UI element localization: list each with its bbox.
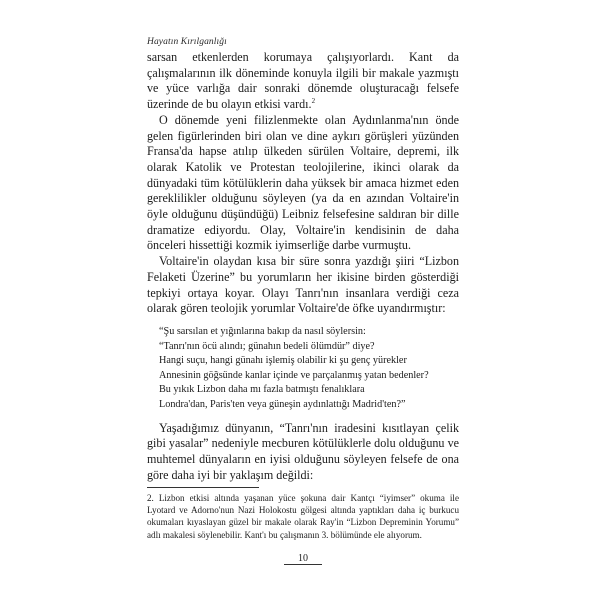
- paragraph-1: [147, 50, 459, 113]
- page-number: 10: [298, 553, 308, 564]
- book-page: [147, 0, 459, 600]
- poem-line: “Tanrı'nın öcü alındı; günahın bedeli ölümdür” diye?: [159, 340, 375, 352]
- poem-line: Hangi suçu, hangi günahı işlemiş olabilir ki şu genç yürekler: [159, 355, 407, 367]
- footnote-reference: 2: [311, 97, 316, 106]
- poem-line: Bu yıkık Lizbon daha mı fazla batmıştı fenalıklara: [159, 384, 365, 396]
- body-text: [147, 50, 459, 483]
- paragraph-2: O dönemde yeni filizlenmekte olan Aydınlanma'nın önde gelen figürlerinden biri olan ve dine aykırı görüşleri yüzünden Fransa'da hapse atılıp ülkeden sürülen Voltaire, depremi, ilk olarak Katolik ve Protestan teolojilerine, ikinci olarak da dünyadaki tüm kötülüklerin daha yüksek bir amaca hizmet eden gereklilikler olduğunu söyleyen (ya da en azından Voltaire'in öyle olduğunu düşündüğü) Leibniz felsefesine saldıran bir dille dramatize ediyordu. Olay, Voltaire'in kendisinin de daha önceleri hissettiği kozmik iyimserliğe darbe vurmuştu.: [147, 112, 459, 253]
- paragraph-1-text: sarsan etkenlerden korumaya çalışıyorlardı. Kant da çalışmalarının ilk döneminde konuyla ilgili bir makale yazmıştı ve yüce varlığa dair sonraki dönemde oluşturacağı felsefe üzerinde de bu olayın etkisi vardı.: [147, 50, 459, 112]
- running-title: Hayatın Kırılganlığı: [147, 37, 227, 47]
- footnote: 2. Lizbon etkisi altında yaşanan yüce şokuna dair Kantçı “iyimser” okuma ile Lyotard ve Adorno'nun Nazi Holokostu gölgesi altında yaptıkları daha iç burkucu okumaları kıyaslayan güzel bir makale olarak Ray'in “Lizbon Depreminin Yorumu” adlı makalesi söylenebilir. Kant'ı bu çalışmanın 3. bölümünde ele alıyorum.: [147, 493, 459, 540]
- page-number-rule: [284, 564, 322, 565]
- footnote-divider: [147, 487, 259, 488]
- poem-line: Londra'dan, Paris'ten veya güneşin aydınlattığı Madrid'ten?”: [159, 398, 406, 410]
- poem-line: Annesinin göğsünde kanlar içinde ve parçalanmış yatan bedenler?: [159, 369, 429, 381]
- paragraph-4: Yaşadığımız dünyanın, “Tanrı'nın iradesini kısıtlayan çelik gibi yasalar” nedeniyle mecburen kötülüklerle dolu olduğunu ve muhtemel dünyaların en iyisi olduğunu söyleyen felsefe de ona göre daha iyi bir yaklaşım değildi:: [147, 420, 459, 482]
- poem-line: “Şu sarsılan et yığınlarına bakıp da nasıl söylersin:: [159, 325, 366, 337]
- poem-quote: [159, 325, 459, 413]
- paragraph-3: Voltaire'in olaydan kısa bir süre sonra yazdığı şiiri “Lizbon Felaketi Üzerine” bu yorumların her ikisine birden gösterdiği tepkiyi ortaya koyar. Olayı Tanrı'nın insanlara verdiği ceza olarak gören teolojik yorumlar Voltaire'de öfke uyandırmıştır:: [147, 254, 459, 316]
